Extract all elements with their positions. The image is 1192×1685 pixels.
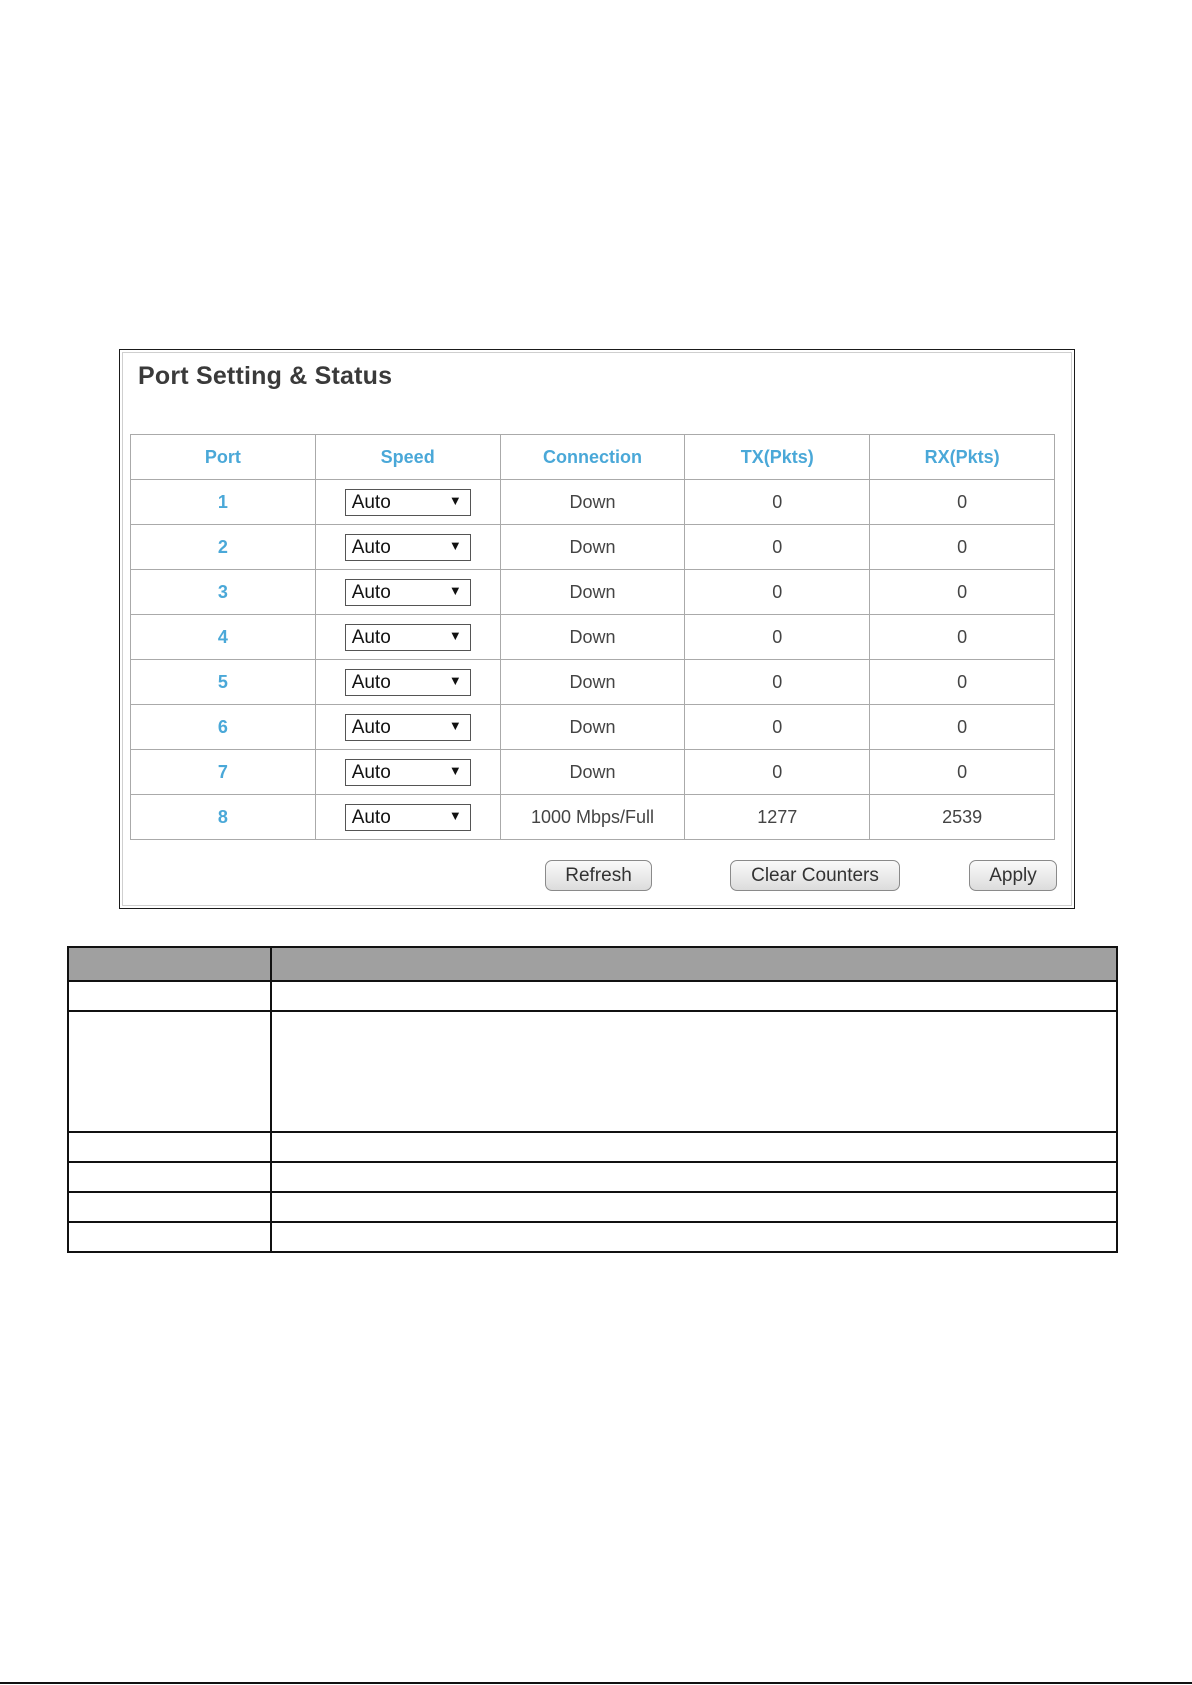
table-row — [68, 1011, 1117, 1132]
tx-packets: 0 — [685, 525, 870, 570]
footer-divider — [0, 1682, 1192, 1684]
tx-packets: 0 — [685, 660, 870, 705]
description-header-cell — [68, 947, 271, 981]
column-header-tx: TX(Pkts) — [685, 435, 870, 480]
chevron-down-icon: ▼ — [448, 582, 462, 598]
table-header-row — [131, 435, 1055, 480]
connection-status: Down — [500, 750, 685, 795]
description-cell — [271, 981, 1117, 1011]
speed-cell — [315, 660, 500, 705]
description-cell — [271, 1011, 1117, 1132]
apply-button[interactable]: Apply — [969, 860, 1057, 891]
table-row — [68, 1192, 1117, 1222]
tx-packets: 0 — [685, 480, 870, 525]
rx-packets: 0 — [870, 660, 1055, 705]
port-number: 2 — [131, 525, 316, 570]
speed-cell — [315, 795, 500, 840]
connection-status: Down — [500, 615, 685, 660]
description-cell — [271, 1192, 1117, 1222]
tx-packets: 0 — [685, 705, 870, 750]
chevron-down-icon: ▼ — [448, 717, 462, 733]
tx-packets: 1277 — [685, 795, 870, 840]
chevron-down-icon: ▼ — [448, 807, 462, 823]
speed-select[interactable] — [345, 759, 471, 786]
description-cell — [271, 1132, 1117, 1162]
port-number: 6 — [131, 705, 316, 750]
table-row — [131, 750, 1055, 795]
description-cell — [68, 1011, 271, 1132]
rx-packets: 0 — [870, 750, 1055, 795]
table-row — [68, 981, 1117, 1011]
description-cell — [68, 981, 271, 1011]
speed-select[interactable] — [345, 714, 471, 741]
port-number: 7 — [131, 750, 316, 795]
chevron-down-icon: ▼ — [448, 492, 462, 508]
panel-title: Port Setting & Status — [138, 362, 393, 390]
speed-value: Auto — [351, 716, 391, 738]
speed-cell — [315, 615, 500, 660]
rx-packets: 2539 — [870, 795, 1055, 840]
speed-value: Auto — [351, 581, 391, 603]
speed-select[interactable] — [345, 534, 471, 561]
table-row — [131, 705, 1055, 750]
speed-value: Auto — [351, 761, 391, 783]
chevron-down-icon: ▼ — [448, 627, 462, 643]
table-row — [131, 570, 1055, 615]
tx-packets: 0 — [685, 615, 870, 660]
table-row — [131, 615, 1055, 660]
column-header-port: Port — [131, 435, 316, 480]
speed-cell — [315, 750, 500, 795]
speed-cell — [315, 705, 500, 750]
tx-packets: 0 — [685, 750, 870, 795]
table-row — [68, 1162, 1117, 1192]
table-row — [131, 525, 1055, 570]
speed-select[interactable] — [345, 669, 471, 696]
speed-select[interactable] — [345, 489, 471, 516]
table-row — [68, 1222, 1117, 1252]
speed-cell — [315, 570, 500, 615]
description-table — [67, 946, 1118, 1253]
chevron-down-icon: ▼ — [448, 762, 462, 778]
description-cell — [68, 1192, 271, 1222]
chevron-down-icon: ▼ — [448, 672, 462, 688]
connection-status: Down — [500, 705, 685, 750]
description-header-cell — [271, 947, 1117, 981]
description-cell — [271, 1162, 1117, 1192]
speed-value: Auto — [351, 671, 391, 693]
column-header-connection: Connection — [500, 435, 685, 480]
connection-status: Down — [500, 570, 685, 615]
table-row — [131, 660, 1055, 705]
connection-status: 1000 Mbps/Full — [500, 795, 685, 840]
rx-packets: 0 — [870, 525, 1055, 570]
speed-value: Auto — [351, 806, 391, 828]
speed-cell — [315, 480, 500, 525]
port-setting-status-panel — [119, 349, 1075, 909]
connection-status: Down — [500, 660, 685, 705]
table-row — [131, 795, 1055, 840]
speed-select[interactable] — [345, 804, 471, 831]
chevron-down-icon: ▼ — [448, 537, 462, 553]
port-number: 1 — [131, 480, 316, 525]
speed-value: Auto — [351, 626, 391, 648]
speed-cell — [315, 525, 500, 570]
clear-counters-button[interactable]: Clear Counters — [730, 860, 900, 891]
rx-packets: 0 — [870, 570, 1055, 615]
speed-value: Auto — [351, 491, 391, 513]
speed-select[interactable] — [345, 624, 471, 651]
description-cell — [68, 1162, 271, 1192]
port-status-table — [130, 434, 1055, 840]
speed-select[interactable] — [345, 579, 471, 606]
description-cell — [271, 1222, 1117, 1252]
table-row — [131, 480, 1055, 525]
tx-packets: 0 — [685, 570, 870, 615]
description-cell — [68, 1222, 271, 1252]
rx-packets: 0 — [870, 480, 1055, 525]
port-number: 4 — [131, 615, 316, 660]
port-number: 5 — [131, 660, 316, 705]
connection-status: Down — [500, 480, 685, 525]
description-cell — [68, 1132, 271, 1162]
port-number: 3 — [131, 570, 316, 615]
column-header-rx: RX(Pkts) — [870, 435, 1055, 480]
rx-packets: 0 — [870, 615, 1055, 660]
speed-value: Auto — [351, 536, 391, 558]
description-header-row — [68, 947, 1117, 981]
table-row — [68, 1132, 1117, 1162]
connection-status: Down — [500, 525, 685, 570]
port-number: 8 — [131, 795, 316, 840]
refresh-button[interactable]: Refresh — [545, 860, 652, 891]
column-header-speed: Speed — [315, 435, 500, 480]
rx-packets: 0 — [870, 705, 1055, 750]
